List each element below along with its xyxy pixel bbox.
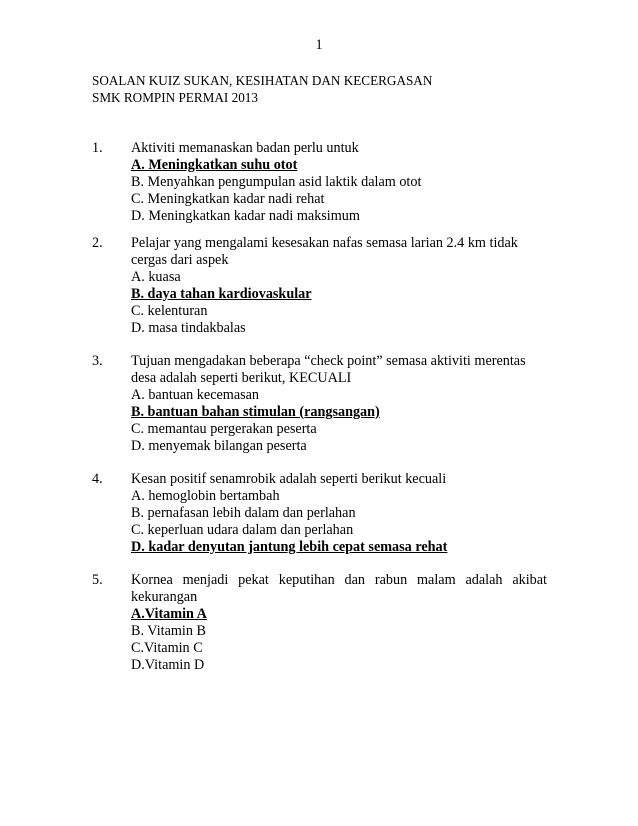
option-d: D. masa tindakbalas	[131, 320, 246, 336]
heading-school: SMK ROMPIN PERMAI 2013	[92, 90, 258, 105]
question-5	[92, 572, 547, 674]
option-b: B. Menyahkan pengumpulan asid laktik dalam otot	[131, 174, 422, 190]
quiz-heading	[92, 72, 432, 106]
question-4	[92, 471, 547, 556]
question-number: 3.	[92, 353, 103, 369]
option-a: A. bantuan kecemasan	[131, 387, 260, 403]
page-number: 1	[315, 37, 323, 53]
question-number: 4.	[92, 471, 103, 487]
question-stem: Aktiviti memanaskan badan perlu untuk	[131, 140, 359, 156]
option-a-correct: A.Vitamin A	[131, 606, 207, 622]
question-number: 2.	[92, 235, 103, 251]
question-3	[92, 353, 547, 455]
question-stem-line-1: Tujuan mengadakan beberapa “check point” semasa aktiviti merentas	[131, 353, 526, 369]
question-stem-line-2: desa adalah seperti berikut, KECUALI	[131, 370, 352, 386]
question-number: 1.	[92, 140, 103, 156]
option-c: C.Vitamin C	[131, 640, 203, 656]
question-stem-line-2: cergas dari aspek	[131, 252, 229, 268]
question-stem: Kesan positif senamrobik adalah seperti berikut kecuali	[131, 471, 447, 487]
option-b: B. Vitamin B	[131, 623, 206, 639]
option-c: C. keperluan udara dalam dan perlahan	[131, 522, 354, 538]
option-d: D. menyemak bilangan peserta	[131, 438, 307, 454]
option-d: D.Vitamin D	[131, 657, 205, 673]
option-b: B. pernafasan lebih dalam dan perlahan	[131, 505, 356, 521]
option-b-correct: B. bantuan bahan stimulan (rangsangan)	[131, 404, 380, 420]
option-c: C. Meningkatkan kadar nadi rehat	[131, 191, 325, 207]
question-number: 5.	[92, 572, 103, 588]
option-d-correct: D. kadar denyutan jantung lebih cepat semasa rehat	[131, 539, 448, 555]
question-1	[92, 140, 547, 225]
heading-title: SOALAN KUIZ SUKAN, KESIHATAN DAN KECERGASAN	[92, 73, 433, 88]
option-c: C. kelenturan	[131, 303, 208, 319]
question-2	[92, 235, 547, 337]
question-stem-line-1: Pelajar yang mengalami kesesakan nafas semasa larian 2.4 km tidak	[131, 235, 518, 251]
option-a: A. kuasa	[131, 269, 181, 285]
option-d: D. Meningkatkan kadar nadi maksimum	[131, 208, 360, 224]
question-stem-line-2: kekurangan	[131, 589, 198, 605]
option-a: A. hemoglobin bertambah	[131, 488, 280, 504]
option-a-correct: A. Meningkatkan suhu otot	[131, 157, 298, 173]
question-stem-line-1: Kornea menjadi pekat keputihan dan rabun malam adalah akibat	[131, 572, 547, 588]
option-c: C. memantau pergerakan peserta	[131, 421, 317, 437]
option-b-correct: B. daya tahan kardiovaskular	[131, 286, 312, 302]
